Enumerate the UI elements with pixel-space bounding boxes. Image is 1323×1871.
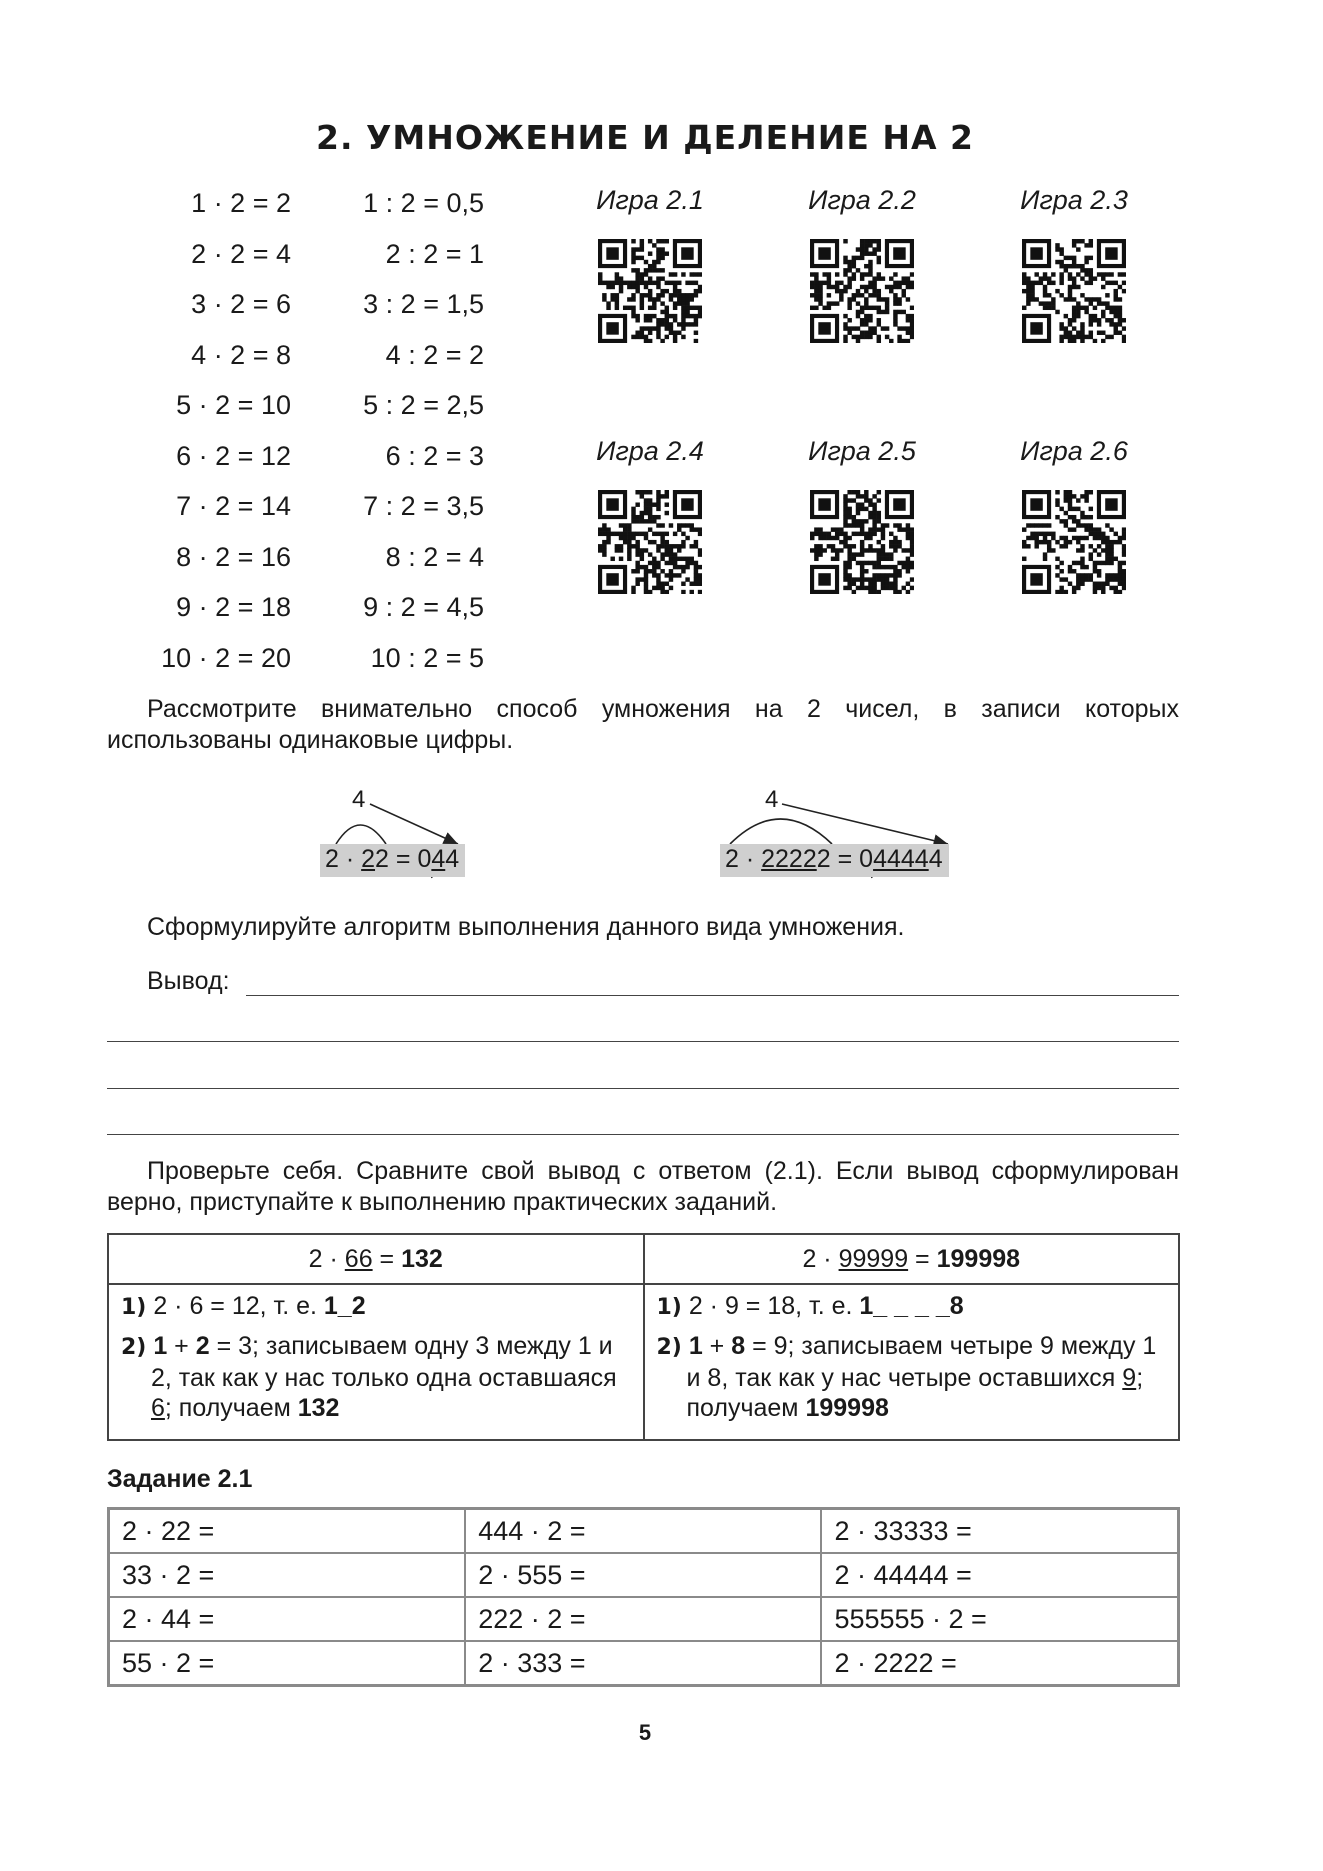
task-cell[interactable]: 2 · 33333 = xyxy=(821,1509,1178,1554)
task-row xyxy=(109,1641,1179,1686)
mul-row: 1 · 2 = 2 xyxy=(191,188,291,218)
column-2-steps xyxy=(644,1284,1180,1440)
game-2-2[interactable] xyxy=(782,185,942,343)
task-cell[interactable]: 2 · 2222 = xyxy=(821,1641,1178,1686)
page-number: 5 xyxy=(638,1720,652,1745)
worked-example-table xyxy=(107,1233,1180,1441)
game-2-3[interactable] xyxy=(994,185,1154,343)
mul-row: 6 · 2 = 12 xyxy=(176,440,291,471)
column-header-1: 2 · 66 = 132 xyxy=(108,1234,644,1284)
game-label: Игра 2.1 xyxy=(596,185,704,215)
mul-row: 10 · 2 = 20 xyxy=(161,642,291,673)
div-row: 9 : 2 = 4,5 xyxy=(363,592,484,622)
task-cell[interactable]: 555555 · 2 = xyxy=(821,1597,1178,1641)
task-title: Задание 2.1 xyxy=(107,1465,253,1493)
mul-row: 2 · 2 = 4 xyxy=(191,238,291,269)
step-1: 1) 2 · 6 = 12, т. е. 1_2 xyxy=(121,1292,366,1320)
task-cell[interactable]: 55 · 2 = xyxy=(109,1641,466,1686)
div-row: 1 : 2 = 0,5 xyxy=(363,188,484,218)
task-row xyxy=(109,1597,1179,1641)
example-2 xyxy=(720,786,970,882)
div-row: 5 : 2 = 2,5 xyxy=(363,390,484,420)
answer-line[interactable] xyxy=(107,1088,1179,1089)
step-2: 2) 1 + 2 = 3; записываем одну 3 между 1 и 2, так как у нас только одна оставшаяся 6; получаем 132 xyxy=(121,1332,617,1422)
task-cell[interactable]: 2 · 44 = xyxy=(109,1597,466,1641)
column-1-steps xyxy=(108,1284,644,1440)
example-1-equation: 2 · 22 = 044 xyxy=(320,844,465,877)
mul-row: 3 · 2 = 6 xyxy=(191,289,291,319)
formulate-instruction: Сформулируйте алгоритм выполнения данного вида умножения. xyxy=(147,913,905,941)
div-row: 10 : 2 = 5 xyxy=(370,642,484,673)
step-2: 2) 1 + 8 = 9; записываем четыре 9 между 1 и 8, так как у нас четыре оставшихся 9; получаем 199998 xyxy=(656,1332,1157,1422)
example-1 xyxy=(320,786,480,882)
page-title: 2. УМНОЖЕНИЕ И ДЕЛЕНИЕ НА 2 xyxy=(315,118,974,157)
task-cell[interactable]: 2 · 333 = xyxy=(465,1641,821,1686)
mul-row: 7 · 2 = 14 xyxy=(176,491,291,521)
qr-code-icon[interactable] xyxy=(810,490,914,594)
conclusion-label: Вывод: xyxy=(147,967,230,995)
qr-code-icon[interactable] xyxy=(810,239,914,343)
mul-row: 4 · 2 = 8 xyxy=(191,339,291,370)
task-row xyxy=(109,1509,1179,1554)
task-cell[interactable]: 33 · 2 = xyxy=(109,1553,466,1597)
div-row: 3 : 2 = 1,5 xyxy=(363,289,484,319)
step-1: 1) 2 · 9 = 18, т. е. 1_ _ _ _8 xyxy=(656,1292,964,1320)
multiplication-table xyxy=(155,178,291,683)
qr-code-icon[interactable] xyxy=(1022,239,1126,343)
mul-row: 9 · 2 = 18 xyxy=(176,592,291,622)
game-label: Игра 2.3 xyxy=(1020,185,1128,215)
mul-row: 8 · 2 = 16 xyxy=(176,541,291,572)
column-header-2: 2 · 99999 = 199998 xyxy=(644,1234,1180,1284)
intro-paragraph: Рассмотрите внимательно способ умножения на 2 чисел, в записи которых использованы одинаковые цифры. xyxy=(107,695,1179,754)
game-label: Игра 2.4 xyxy=(596,436,704,466)
game-2-6[interactable] xyxy=(994,436,1154,594)
task-cell[interactable]: 444 · 2 = xyxy=(465,1509,821,1554)
task-row xyxy=(109,1553,1179,1597)
carry-digit: 4 xyxy=(765,786,779,813)
task-cell[interactable]: 2 · 555 = xyxy=(465,1553,821,1597)
game-label: Игра 2.6 xyxy=(1020,436,1128,466)
task-cell[interactable]: 2 · 44444 = xyxy=(821,1553,1178,1597)
qr-code-icon[interactable] xyxy=(1022,490,1126,594)
task-cell[interactable]: 222 · 2 = xyxy=(465,1597,821,1641)
div-row: 7 : 2 = 3,5 xyxy=(363,491,484,521)
game-label: Игра 2.5 xyxy=(808,436,916,466)
answer-line[interactable] xyxy=(246,995,1179,996)
game-2-4[interactable] xyxy=(570,436,730,594)
div-row: 8 : 2 = 4 xyxy=(385,541,484,572)
answer-line[interactable] xyxy=(107,1041,1179,1042)
div-row: 6 : 2 = 3 xyxy=(385,440,484,471)
division-table xyxy=(336,178,484,683)
div-row: 4 : 2 = 2 xyxy=(385,339,484,370)
task-table xyxy=(107,1507,1180,1687)
check-paragraph: Проверьте себя. Сравните свой вывод с ответом (2.1). Если вывод сформулирован верно, приступайте к выполнению практических заданий. xyxy=(107,1157,1179,1216)
answer-line[interactable] xyxy=(107,1134,1179,1135)
task-cell[interactable]: 2 · 22 = xyxy=(109,1509,466,1554)
game-2-1[interactable] xyxy=(570,185,730,343)
qr-code-icon[interactable] xyxy=(598,239,702,343)
carry-digit: 4 xyxy=(352,786,366,813)
game-label: Игра 2.2 xyxy=(808,185,916,215)
mul-row: 5 · 2 = 10 xyxy=(176,390,291,420)
game-2-5[interactable] xyxy=(782,436,942,594)
qr-code-icon[interactable] xyxy=(598,490,702,594)
div-row: 2 : 2 = 1 xyxy=(385,238,484,269)
example-2-equation: 2 · 22222 = 044444 xyxy=(720,844,949,877)
